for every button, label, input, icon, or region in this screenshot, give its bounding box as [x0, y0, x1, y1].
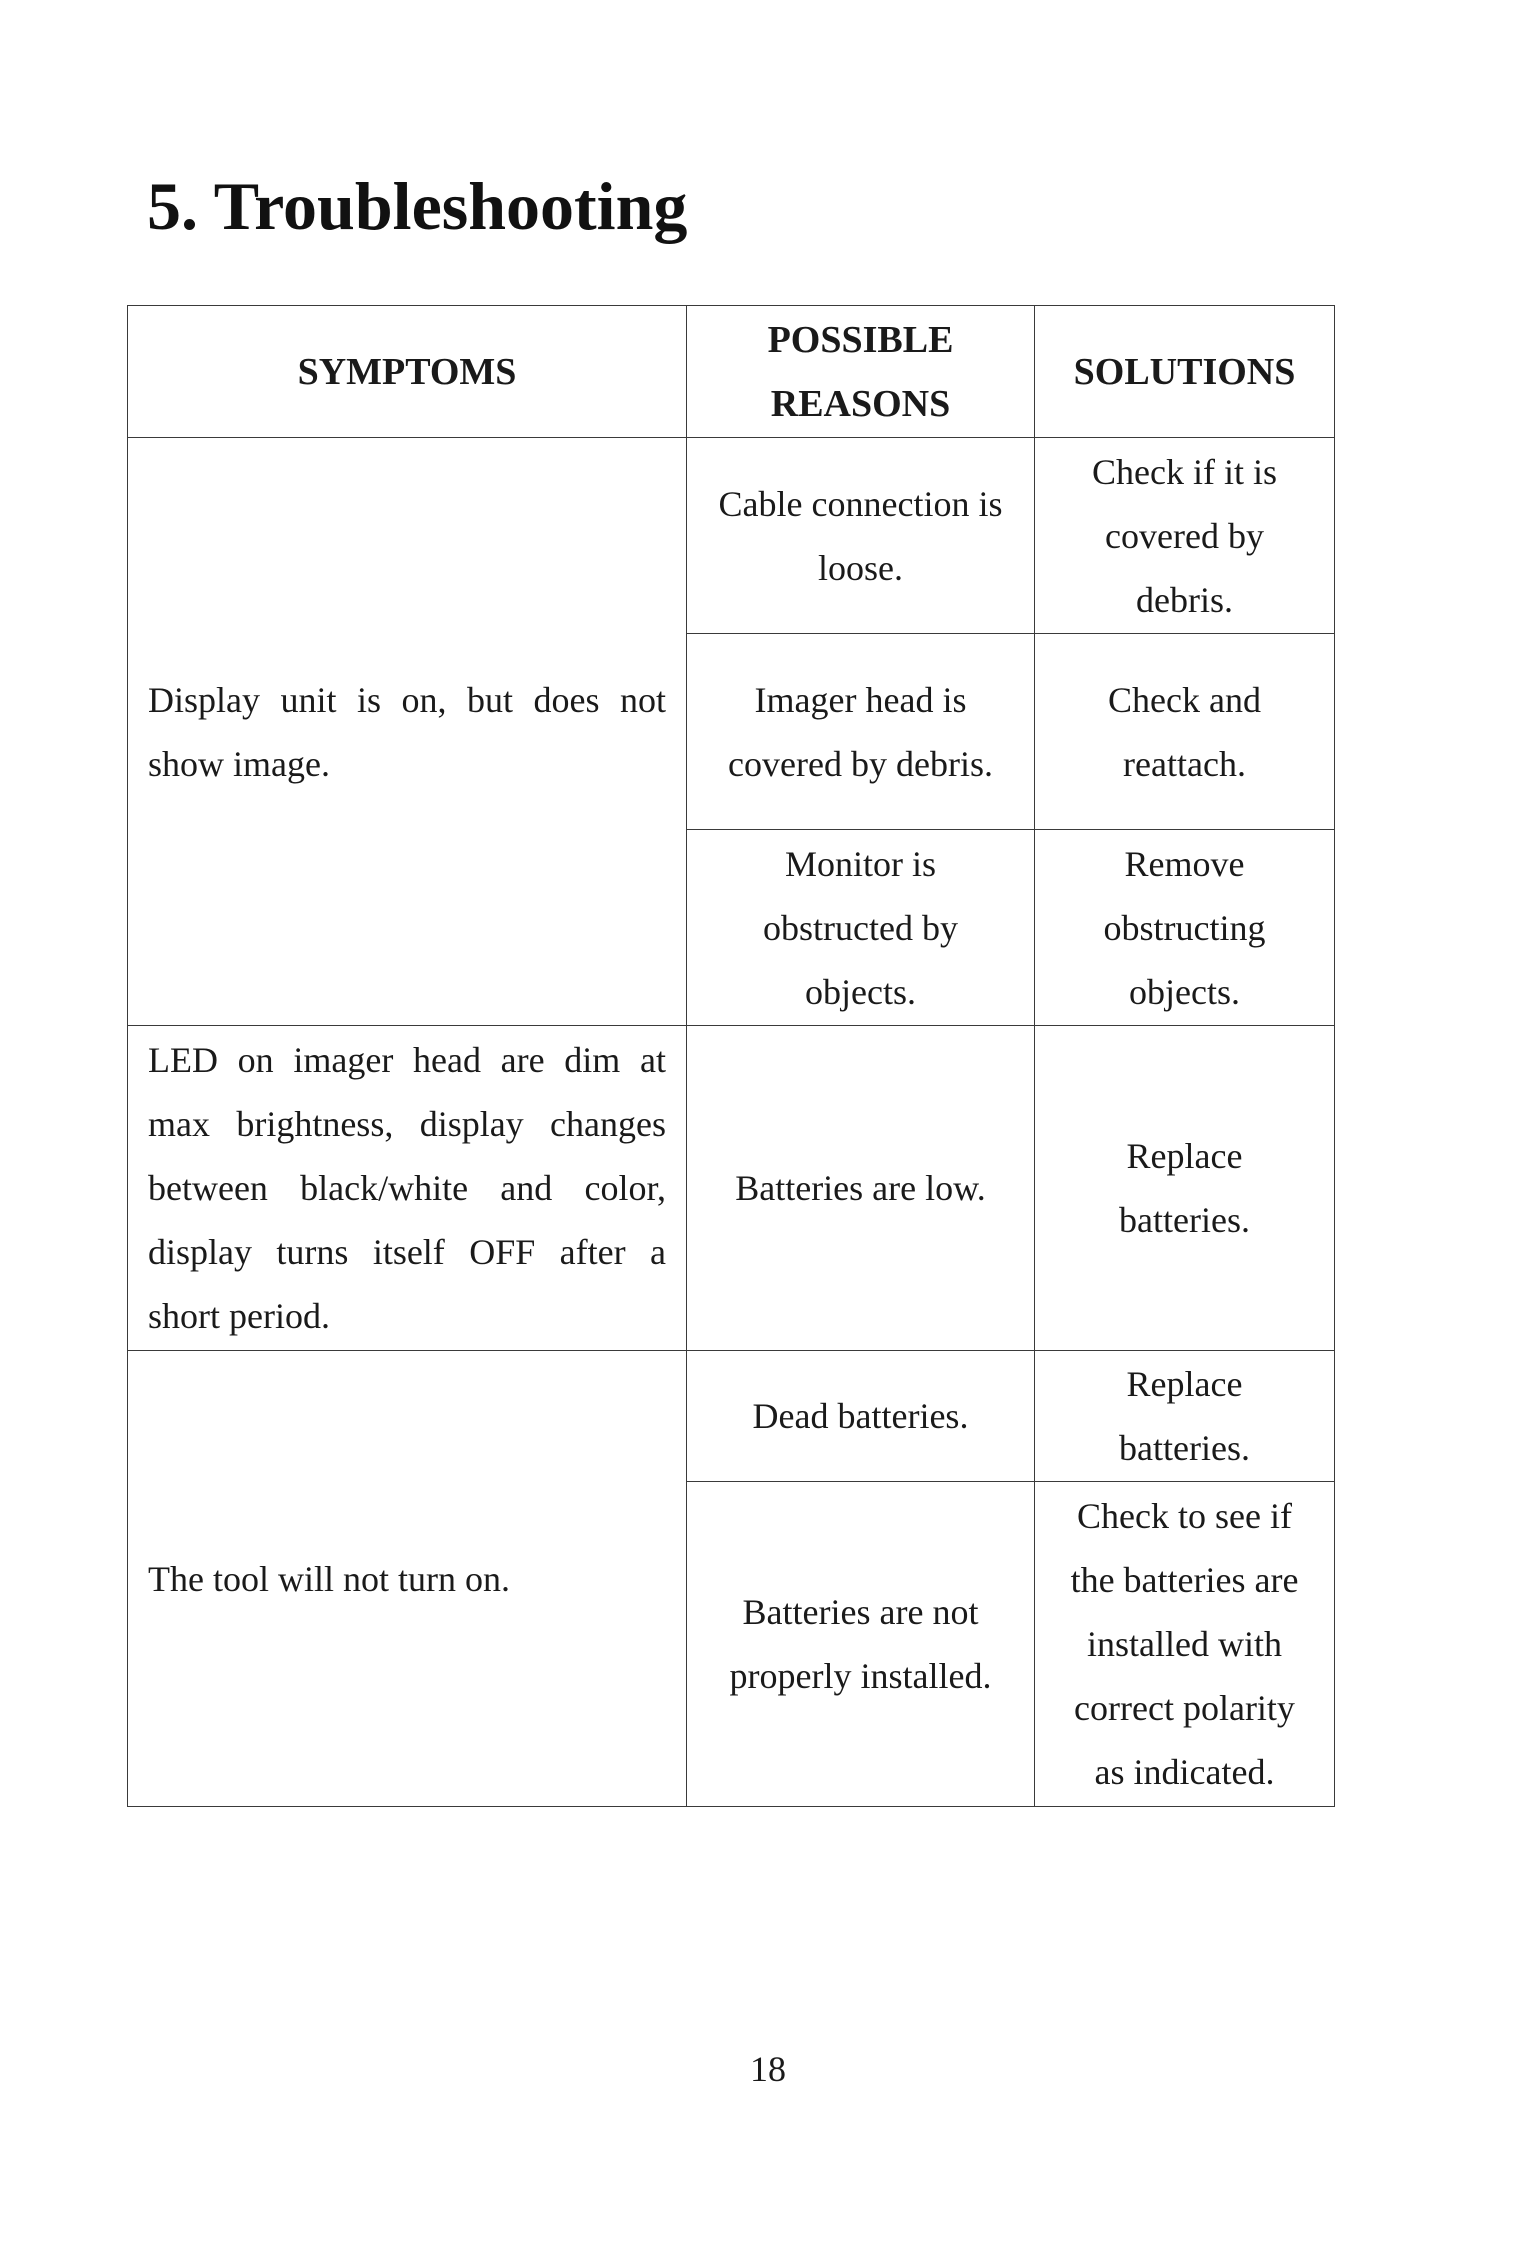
reason-cell: Batteries are low. — [687, 1026, 1035, 1351]
solution-cell: Replace batteries. — [1035, 1026, 1335, 1351]
header-possible-reasons: POSSIBLE REASONS — [687, 306, 1035, 438]
page-title: 5. Troubleshooting — [147, 168, 688, 244]
table-row — [128, 1351, 1335, 1482]
reason-cell: Dead batteries. — [687, 1351, 1035, 1482]
reason-cell: Imager head is covered by debris. — [687, 634, 1035, 830]
table-header-row — [128, 306, 1335, 438]
table-row — [128, 438, 1335, 634]
reason-cell: Batteries are not properly installed. — [687, 1482, 1035, 1807]
header-solutions: SOLUTIONS — [1035, 306, 1335, 438]
solution-cell: Check if it is covered by debris. — [1035, 438, 1335, 634]
page-number: 18 — [750, 2049, 786, 2089]
solution-cell: Check and reattach. — [1035, 634, 1335, 830]
symptom-cell: Display unit is on, but does not show image. — [128, 438, 687, 1026]
symptom-cell: LED on imager head are dim at max brightness, display changes between black/white and color, display turns itself OFF after a short period. — [128, 1026, 687, 1351]
reason-cell: Cable connection is loose. — [687, 438, 1035, 634]
solution-cell: Replace batteries. — [1035, 1351, 1335, 1482]
solution-cell: Check to see if the batteries are installed with correct polarity as indicated. — [1035, 1482, 1335, 1807]
solution-cell: Remove obstructing objects. — [1035, 830, 1335, 1026]
symptom-cell: The tool will not turn on. — [128, 1351, 687, 1807]
header-symptoms: SYMPTOMS — [128, 306, 687, 438]
reason-cell: Monitor is obstructed by objects. — [687, 830, 1035, 1026]
troubleshooting-table — [127, 305, 1335, 1807]
table-row — [128, 1026, 1335, 1351]
